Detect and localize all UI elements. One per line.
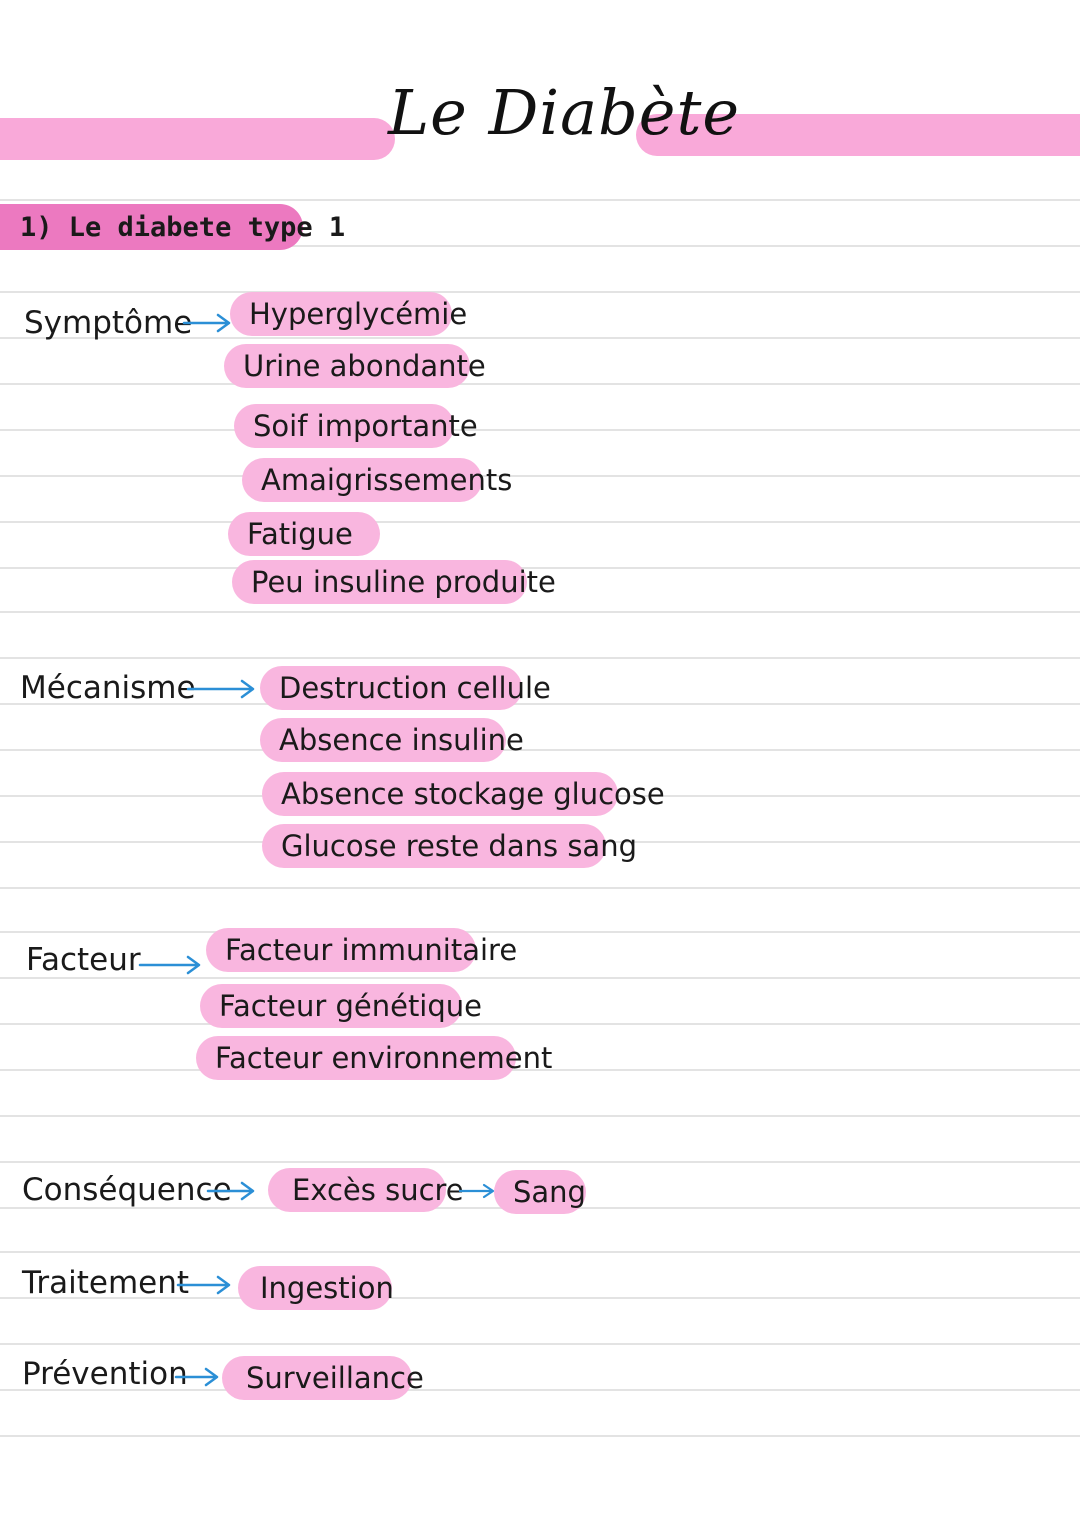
- arrow-right-icon: [174, 1364, 222, 1390]
- symptome-item: Fatigue: [228, 512, 380, 556]
- label-symptome: Symptôme: [24, 305, 193, 341]
- label-mecanisme: Mécanisme: [20, 670, 196, 706]
- prevention-item: Surveillance: [222, 1356, 412, 1400]
- facteur-item: Facteur immunitaire: [206, 928, 476, 972]
- consequence-item: Sang: [494, 1170, 586, 1214]
- label-facteur: Facteur: [26, 942, 141, 978]
- consequence-item: Excès sucre: [268, 1168, 446, 1212]
- label-prevention: Prévention: [22, 1356, 188, 1392]
- arrow-right-icon: [138, 952, 204, 978]
- traitement-item: Ingestion: [238, 1266, 392, 1310]
- symptome-item: Amaigrissements: [242, 458, 482, 502]
- symptome-item: Hyperglycémie: [230, 292, 452, 336]
- label-traitement: Traitement: [22, 1265, 190, 1301]
- mecanisme-item: Absence stockage glucose: [262, 772, 618, 816]
- arrow-right-icon: [186, 676, 258, 702]
- facteur-item: Facteur environnement: [196, 1036, 516, 1080]
- mecanisme-item: Glucose reste dans sang: [262, 824, 606, 868]
- section-heading: 1) Le diabete type 1: [0, 204, 303, 250]
- arrow-right-icon: [176, 1272, 234, 1298]
- symptome-item: Urine abondante: [224, 344, 470, 388]
- arrow-right-icon: [458, 1178, 498, 1204]
- arrow-right-icon: [206, 1178, 258, 1204]
- page-title: Le Diabète: [388, 76, 741, 149]
- symptome-item: Peu insuline produite: [232, 560, 527, 604]
- mecanisme-item: Destruction cellule: [260, 666, 522, 710]
- label-consequence: Conséquence: [22, 1172, 232, 1208]
- facteur-item: Facteur génétique: [200, 984, 462, 1028]
- arrow-right-icon: [182, 310, 234, 336]
- title-band-left: [0, 118, 395, 160]
- mecanisme-item: Absence insuline: [260, 718, 506, 762]
- symptome-item: Soif importante: [234, 404, 454, 448]
